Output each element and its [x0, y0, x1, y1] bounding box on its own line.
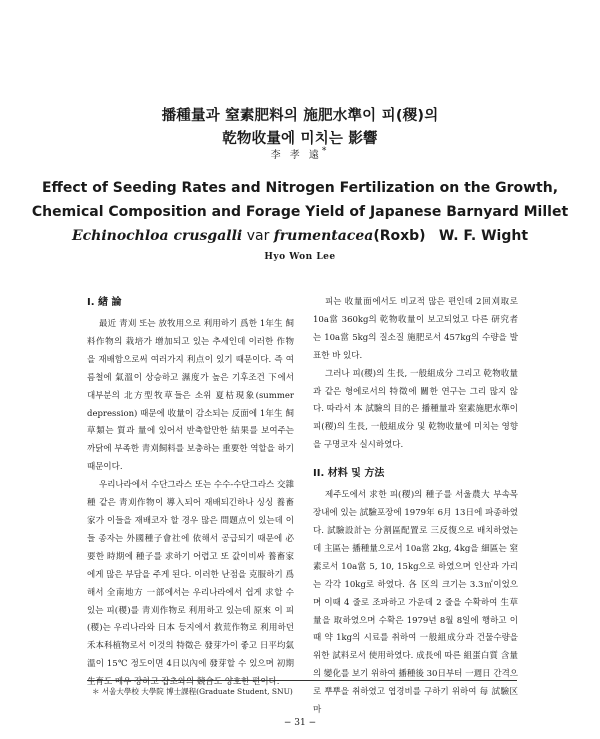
korean-author-name: 李 孝 遠	[270, 150, 322, 161]
paragraph: 그러나 피(稷)의 生長, 一般組成分 그리고 乾物收量과 같은 형에로서의 特徵에 關한 연구는 그리 많지 않다. 따라서 本 試驗의 目的은 播種量과 窒素施肥水準이 피(稷)의 生長, 一般組成分 및 乾物收量에 미치는 영향을 구명코자 실시하였다.	[313, 368, 518, 451]
section-heading-introduction: I. 緖 論	[87, 297, 122, 308]
section-heading-materials-methods: II. 材料 및 方法	[313, 468, 385, 480]
authority-wight: W. F. Wight	[438, 228, 529, 244]
korean-author	[0, 146, 600, 161]
paragraph: 피는 收量面에서도 비교적 많은 편인데 2回刈取로 10a當 360kg의 乾物收量이 보고되었고 다른 研究者는 10a當 5kg의 질소질 施肥로서 457kg의 수량을 발표한 바 있다.	[313, 297, 518, 361]
korean-title-line1: 播種量과 窒素肥料의 施肥水準이 피(稷)의	[161, 108, 439, 124]
korean-title-line2: 乾物收量에 미치는 影響	[222, 131, 378, 147]
species-name: Echinochloa crusgalli	[71, 228, 243, 244]
right-column	[313, 294, 518, 720]
english-title-line1: Effect of Seeding Rates and Nitrogen Fertilization on the Growth,	[41, 180, 559, 196]
page-number: − 31 −	[283, 718, 317, 728]
paragraph: 제주도에서 求한 피(稷)의 種子를 서울農大 부속목장내에 있는 試驗포장에 1979年 6月 13日에 파종하였다. 試驗設計는 分割區配置로 三反復으로 배치하였는데 主區는 播種量으로서 10a當 2kg, 4kg을 細區는 窒素로서 10a當 5, 10, 15kg으로 하였으며 인산과 가리는 각각 10kg로 하였다. 各 区의 크기는 3.3㎡이었으며 이때 4 줄로 조파하고 가운데 2 줄을 수확하여 生草量을 取하였으며 수확은 1979년 8월 8일에 행하고 이때 약 1kg의 시료를 취하여 一般組成分과 건물수량을 위한 試料로서 使用하였다. 成長에 따른 組蛋白質 含量의 變化를 보기 위하여 播種後 30日부터 一週日 간격으로 뿌뿌을 취하였고 엽경비를 구하기 위하여 每 試驗区마	[313, 490, 518, 716]
english-title-line2: Chemical Composition and Forage Yield of Japanese Barnyard Millet	[31, 204, 569, 220]
variety-name: frumentacea	[273, 228, 374, 244]
footnote: ＊ 서울大學校 大學院 博士課程(Graduate Student, SNU)	[92, 687, 293, 696]
english-title-line3	[0, 228, 600, 244]
authority-roxb: (Roxb)	[373, 228, 426, 244]
english-author: Hyo Won Lee	[264, 252, 336, 262]
author-footnote-mark: *	[321, 146, 330, 157]
paragraph: 最近 靑刈 또는 放牧用으로 利用하기 爲한 1年生 飼料作物의 栽培가 增加되고 있는 추세인데 이러한 作物을 재배함으로써 여러가지 利点이 있기 때문이다. 즉 여름철에 氣溫이 상승하고 濕度가 높은 기후조건 下에서 대부분의 北方型牧草들은 소위 夏枯現象(summer depression) 때문에 收量이 감소되는 反面에 1年生 飼草類는 質과 量에 있어서 반축할만한 結果를 보여주는 까닭에 부족한 靑刈飼料를 보충하는 重要한 역할을 하기 때문이다.	[87, 319, 294, 473]
var-label: var	[242, 228, 274, 244]
left-column	[87, 294, 294, 692]
footnote-divider	[87, 680, 517, 681]
paragraph: 우리나라에서 수단그라스 또는 수수-수단그라스 交雜種 같은 靑刈作物이 導入되어 재배되긴하나 싱싱 養畜家가 이들을 재배코자 할 경우 많은 問題点이 있는데 이들 종자는 外國種子會社에 依해서 공급되기 때문에 必要한 時期에 種子를 求하기 어렵고 또 값이비싸 養畜家에게 많은 부담을 주게 된다. 이러한 난점을 克服하기 爲해서 全南地方 一部에서는 우리나라에서 쉽게 求할 수 있는 피(稷)를 靑刈作物로 利用하고 있는데 原來 이 피(稷)는 우리나라와 日本 등지에서 救荒作物로 利用하던 禾本科植物로서 이것의 特徵은 發芽가이 좋고 日平均氣溫이 15℃ 정도이면 4日以內에 發芽할 수 있으며 初期生育도 매우 강하고 잡초와의 競合도 양호한 편이다.	[87, 480, 294, 688]
